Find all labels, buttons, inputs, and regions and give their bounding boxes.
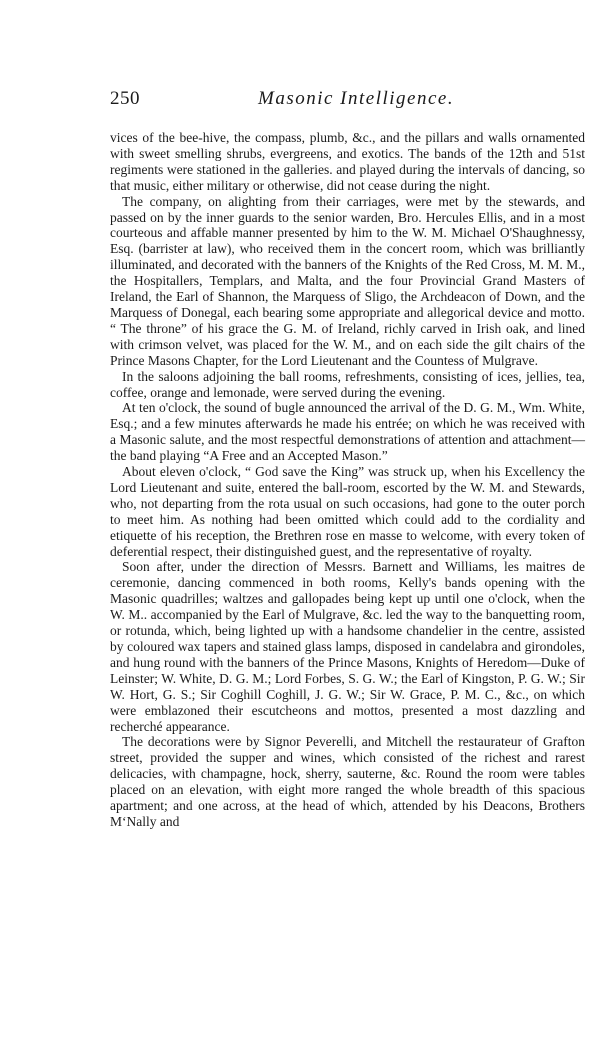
paragraph: The decorations were by Signor Peverelli, and Mitchell the restaurateur of Grafton street, provided the supper and wines, which consisted of the richest and rarest delicacies, with champagne, hock, sherry, sauterne, &c. Round the room were tables placed on an elevation, with eight more ranged the whole breadth of this spacious apartment; and one across, at the head of which, attended by his Deacons, Brothers M‘Nally and (110, 734, 585, 829)
body-text (110, 130, 585, 830)
page-header (110, 88, 580, 118)
paragraph: At ten o'clock, the sound of bugle announced the arrival of the D. G. M., Wm. White, Esq.; and a few minutes afterwards he made his entrée; on which he was received with a Masonic salute, and the most respectful demonstrations of attention and attachment—the band playing “A Free and an Accepted Mason.” (110, 400, 585, 464)
paragraph: About eleven o'clock, “ God save the King” was struck up, when his Excellency the Lord Lieutenant and suite, entered the ball-room, escorted by the W. M. and Stewards, who, not departing from the rota usual on such occasions, had gone to the outer porch to meet him. As nothing had been omitted which could add to the cordiality and etiquette of his reception, the Brethren rose en masse to welcome, with every token of deferential respect, their distinguished guest, and the representative of royalty. (110, 464, 585, 559)
page-number: 250 (110, 88, 140, 109)
paragraph: Soon after, under the direction of Messrs. Barnett and Williams, les maitres de ceremonie, dancing commenced in both rooms, Kelly's bands opening with the Masonic quadrilles; waltzes and gallopades being kept up until one o'clock, when the W. M.. accompanied by the Earl of Mulgrave, &c. led the way to the banquetting room, or rotunda, which, being lighted up with a handsome chandelier in the centre, assisted by coloured wax tapers and stained glass lamps, disposed in candelabra and girondoles, and hung round with the banners of the Prince Masons, Knights of Heredom—Duke of Leinster; W. White, D. G. M.; Lord Forbes, S. G. W.; the Earl of Kingston, P. G. W.; Sir W. Hort, G. S.; Sir Coghill Coghill, J. G. W.; Sir W. Grace, P. M. C., &c., on which were emblazoned their escutcheons and mottos, presented a most dazzling and recherché appearance. (110, 559, 585, 734)
paragraph: vices of the bee-hive, the compass, plumb, &c., and the pillars and walls ornamented with sweet smelling shrubs, evergreens, and exotics. The bands of the 12th and 51st regiments were stationed in the galleries. and played during the intervals of dancing, so that music, either military or otherwise, did not cease during the night. (110, 130, 585, 193)
running-title: Masonic Intelligence. (258, 88, 455, 109)
paragraph: In the saloons adjoining the ball rooms, refreshments, consisting of ices, jellies, tea, coffee, orange and lemonade, were served during the evening. (110, 368, 585, 400)
paragraph: The company, on alighting from their carriages, were met by the stewards, and passed on by the inner guards to the senior warden, Bro. Hercules Ellis, and in a most courteous and affable manner presented by him to the W. M. Michael O'Shaughnessy, Esq. (barrister at law), who received them in the concert room, which was brilliantly illuminated, and decorated with the banners of the Knights of the Red Cross, M. M. M., the Hospitallers, Templars, and Malta, and the four Provincial Grand Masters of Ireland, the Earl of Shannon, the Marquess of Sligo, the Archdeacon of Down, and the Marquess of Donegal, each bearing some appropriate and allegorical device and motto. “ The throne” of his grace the G. M. of Ireland, richly carved in Irish oak, and lined with crimson velvet, was placed for the W. M., and on each side the gilt chairs of the Prince Masons Chapter, for the Lord Lieutenant and the Countess of Mulgrave. (110, 193, 585, 368)
